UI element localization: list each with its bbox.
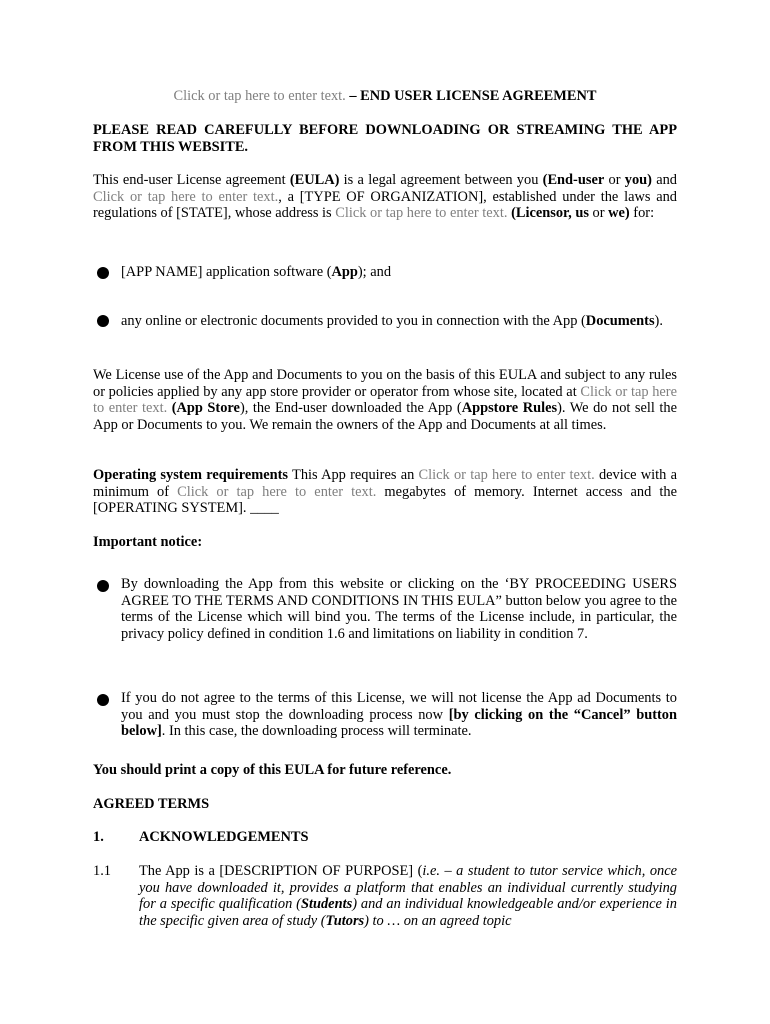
clause-italic-text: i.e. – a student to tutor service which, once you have downloaded it, provides a platform that enables an individual currently studying for a specific qualification ( (139, 863, 677, 913)
intro-we-term: we) (608, 205, 630, 222)
cancel-button-reference: [by clicking on the “Cancel” button below] (121, 706, 677, 740)
scope-item-text: ). (654, 313, 663, 329)
scope-item-term: Documents (585, 313, 655, 329)
warning-heading: PLEASE READ CAREFULLY BEFORE DOWNLOADING OR STREAMING THE APP FROM THIS WEBSITE. (93, 122, 677, 155)
clause-tutors-term: Tutors (325, 912, 365, 929)
license-appstore-rules-term: Appstore Rules (461, 400, 558, 417)
licensor-address-placeholder-field[interactable]: Click or tap here to enter text. (335, 205, 508, 222)
notice-item-text: By downloading the App from this website or clicking on the ‘BY PROCEEDING USERS AGREE TO THE TERMS AND CONDITIONS IN THIS EULA” button below you agree to the terms of the License which will bind you. The terms of the License include, in particular, the privacy policy defined in condition 1.6 and limitations on liability in condition 7. (121, 576, 677, 642)
title-placeholder-field[interactable]: Click or tap here to enter text. (173, 88, 346, 104)
document-title (93, 88, 677, 105)
bullet-icon (97, 315, 109, 327)
intro-eula-term: (EULA) (289, 172, 340, 188)
scope-item-text: [APP NAME] application software ( (121, 264, 332, 280)
os-text: device with a minimum of (93, 467, 677, 500)
section-1-number: 1. (93, 829, 104, 845)
intro-text: is a legal agreement between you (339, 172, 543, 188)
intro-text: and (651, 172, 677, 188)
scope-item-term: App (331, 264, 358, 280)
app-store-placeholder-field[interactable]: Click or tap here to enter text. (93, 383, 677, 417)
clause-text: The App is a [DESCRIPTION OF PURPOSE] ( (139, 863, 423, 879)
agreed-terms-heading: AGREED TERMS (93, 796, 210, 812)
intro-text: or (588, 205, 609, 222)
scope-item-text: any online or electronic documents provided to you in connection with the App ( (121, 313, 586, 329)
memory-placeholder-field[interactable]: Click or tap here to enter text. (177, 483, 377, 500)
scope-item-text: ); and (357, 264, 392, 280)
notice-item-text: If you do not agree to the terms of this License, we will not license the App ad Documents to you and you must stop the downloading process now (121, 690, 677, 723)
license-text: We License use of the App and Documents to you on the basis of this EULA and subject to any rules or policies applied by any app store provider or operator from whose site, located at (93, 367, 677, 400)
clause-students-term: Students (300, 896, 353, 913)
intro-text: or (604, 172, 625, 188)
scope-item-documents (121, 311, 677, 333)
license-text: ), the End-user downloaded the App ( (239, 400, 462, 417)
scope-item-app (121, 264, 677, 281)
clause-1-1-text (139, 863, 677, 929)
licensor-name-placeholder-field[interactable]: Click or tap here to enter text. (93, 188, 279, 205)
intro-text: for: (629, 205, 655, 222)
bullet-icon (97, 694, 109, 706)
intro-enduser-term: (End-user (542, 172, 605, 188)
notice-item-text: . In this case, the downloading process will terminate. (161, 723, 472, 740)
intro-text: This end-user License agreement (93, 172, 290, 188)
intro-licensor-term: (Licensor, us (511, 205, 589, 222)
license-app-store-term: (App Store (171, 400, 240, 417)
os-requirements-heading: Operating system requirements (93, 467, 289, 483)
os-requirements-paragraph (93, 467, 677, 517)
notice-item-agree (121, 576, 677, 642)
license-paragraph (93, 367, 677, 433)
notice-item-disagree (121, 690, 677, 740)
device-placeholder-field[interactable]: Click or tap here to enter text. (418, 467, 595, 483)
section-1-title: ACKNOWLEDGEMENTS (139, 829, 309, 845)
clause-italic-text: ) to … on an agreed topic (364, 912, 512, 929)
bullet-icon (97, 267, 109, 279)
intro-you-term: you) (624, 172, 652, 188)
title-heading: – END USER LICENSE AGREEMENT (345, 88, 597, 104)
license-text: ). We do not sell the App or Documents to you. We remain the owners of the App and Documents at all times. (93, 400, 677, 433)
intro-paragraph (93, 172, 677, 222)
intro-text: , a [TYPE OF ORGANIZATION], established under the laws and regulations of [STATE], whose address is (93, 188, 677, 222)
os-text: This App requires an (288, 467, 419, 483)
bullet-icon (97, 580, 109, 592)
os-text: megabytes of memory. Internet access and the [OPERATING SYSTEM]. ____ (93, 483, 677, 517)
clause-1-1-number: 1.1 (93, 863, 111, 879)
clause-italic-text: ) and an individual knowledgeable and/or experience in the specific given area of study ( (139, 896, 677, 929)
important-notice-heading: Important notice: (93, 534, 203, 550)
print-notice: You should print a copy of this EULA for future reference. (93, 762, 452, 778)
